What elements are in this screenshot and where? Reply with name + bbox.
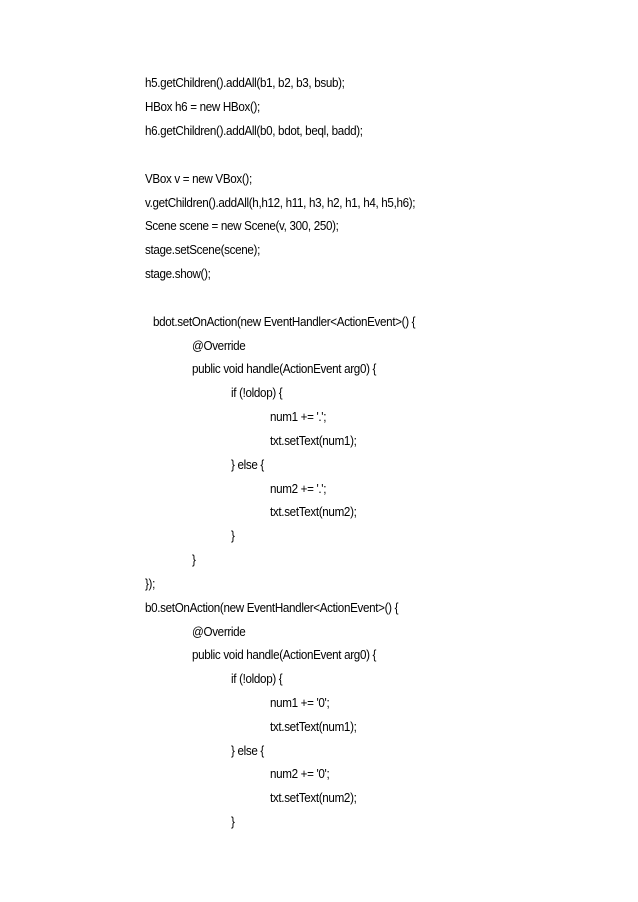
code-line: Scene scene = new Scene(v, 300, 250); (145, 219, 339, 233)
code-line: txt.setText(num2); (270, 505, 357, 519)
code-line: num1 += '0'; (270, 696, 330, 710)
code-line: @Override (192, 339, 246, 353)
code-line: b0.setOnAction(new EventHandler<ActionEvent>() { (145, 601, 399, 615)
code-line: txt.setText(num1); (270, 434, 357, 448)
code-line: num1 += '.'; (270, 410, 327, 424)
code-line: } else { (231, 744, 264, 758)
code-line: h5.getChildren().addAll(b1, b2, b3, bsub); (145, 76, 345, 90)
code-line: } (231, 529, 235, 543)
code-line: h6.getChildren().addAll(b0, bdot, beql, badd); (145, 124, 363, 138)
code-line: txt.setText(num2); (270, 791, 357, 805)
code-line: stage.setScene(scene); (145, 243, 260, 257)
code-line: if (!oldop) { (231, 386, 283, 400)
code-line: } (231, 815, 235, 829)
code-line: public void handle(ActionEvent arg0) { (192, 362, 377, 376)
code-line: HBox h6 = new HBox(); (145, 100, 260, 114)
code-line: public void handle(ActionEvent arg0) { (192, 648, 377, 662)
code-line: if (!oldop) { (231, 672, 283, 686)
code-line: num2 += '0'; (270, 767, 330, 781)
code-line: num2 += '.'; (270, 482, 327, 496)
code-line: } else { (231, 458, 264, 472)
code-line: }); (145, 577, 156, 591)
code-line: stage.show(); (145, 267, 211, 281)
code-line: VBox v = new VBox(); (145, 172, 252, 186)
code-line: } (192, 553, 196, 567)
code-line: @Override (192, 625, 246, 639)
code-line: bdot.setOnAction(new EventHandler<ActionEvent>() { (153, 315, 416, 329)
code-line: v.getChildren().addAll(h,h12, h11, h3, h2, h1, h4, h5,h6); (145, 196, 416, 210)
code-line: txt.setText(num1); (270, 720, 357, 734)
